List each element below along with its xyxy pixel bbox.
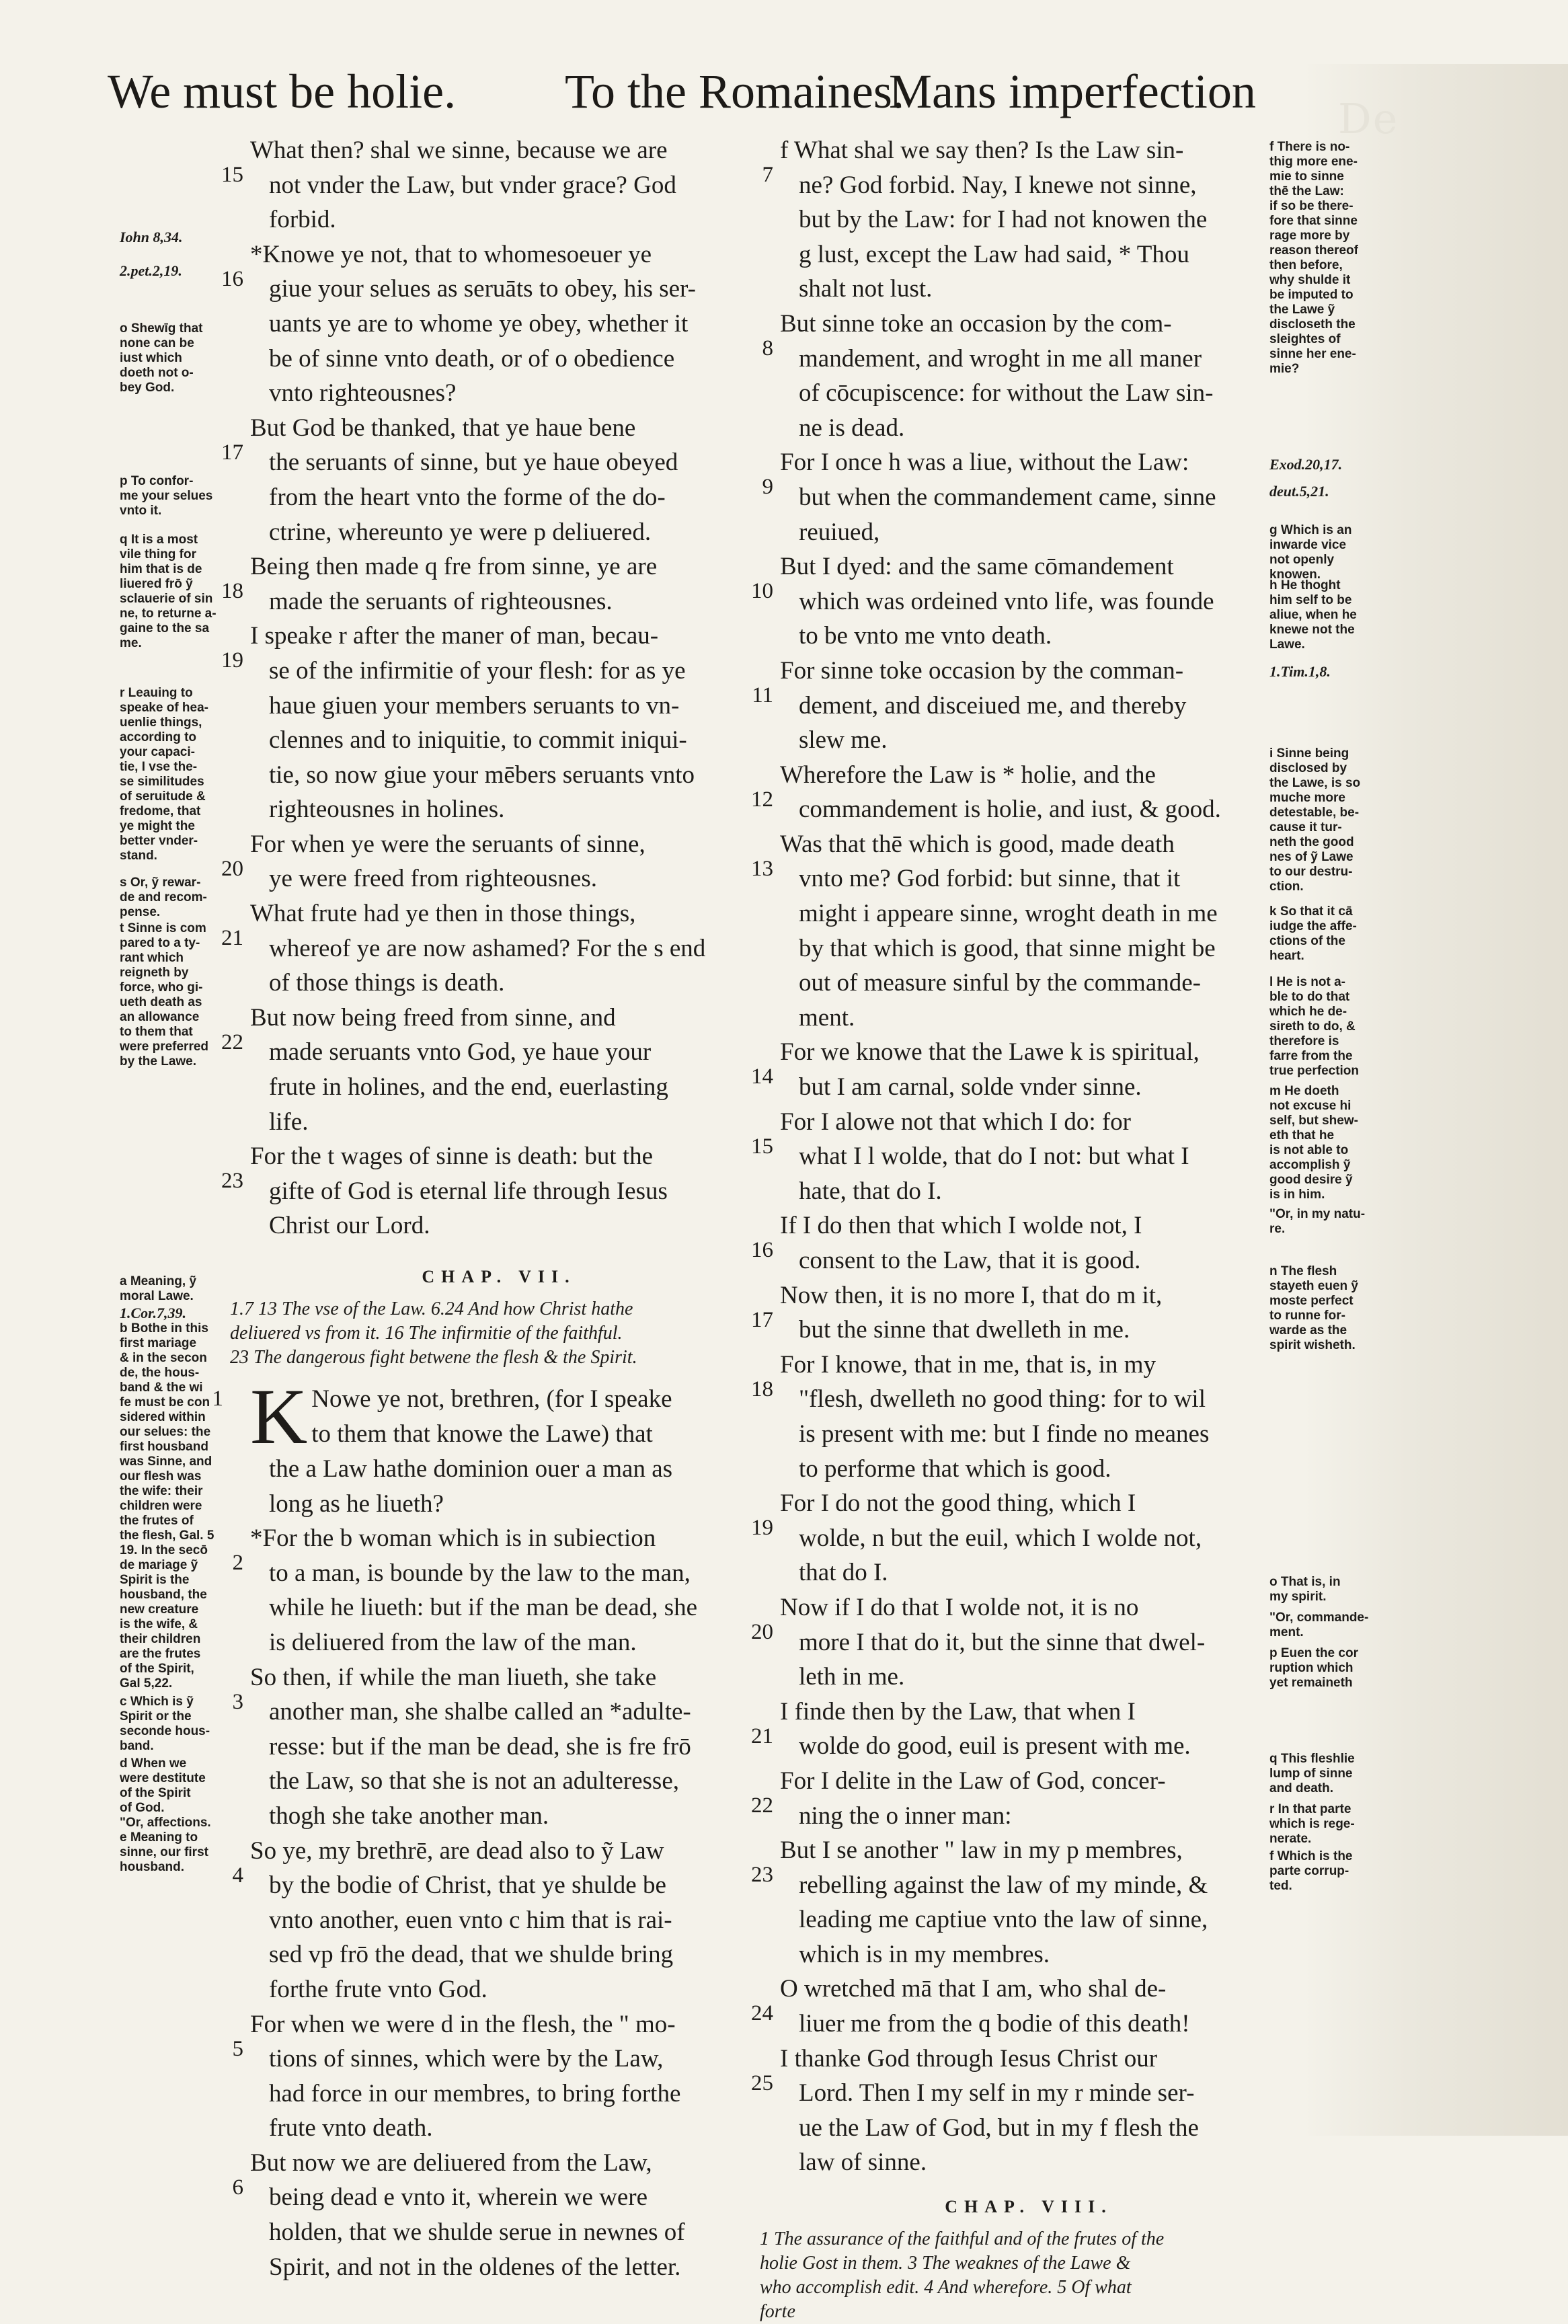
verse-line bbox=[780, 202, 1278, 237]
verse-number: 19 bbox=[221, 648, 243, 673]
verse-text: sed vp frō the dead, that we shulde bring bbox=[269, 1941, 674, 1969]
verse-line bbox=[780, 792, 1278, 827]
verse-text: tie, so now giue your mēbers seruants vnto bbox=[269, 761, 695, 789]
verse-line bbox=[250, 1764, 748, 1799]
summary-line: forte bbox=[760, 2301, 795, 2323]
verse-text: ue the Law of God, but in my f flesh the bbox=[799, 2114, 1199, 2142]
verse-line bbox=[250, 1452, 748, 1487]
verse-text: life. bbox=[269, 1108, 309, 1136]
verse-text: For I alowe not that which I do: for bbox=[780, 1108, 1131, 1136]
verse-line bbox=[250, 792, 748, 827]
verse-text: which was ordeined vnto life, was founde bbox=[799, 587, 1214, 615]
verse-text: by that which is good, that sinne might be bbox=[799, 934, 1216, 962]
verse-number: 16 bbox=[751, 1238, 773, 1263]
verse-text: Now then, it is no more I, that do m it, bbox=[780, 1281, 1163, 1309]
verse-text: What frute had ye then in those things, bbox=[250, 900, 636, 928]
verse-text: leth in me. bbox=[799, 1663, 905, 1691]
verse-text: made the seruants of righteousnes. bbox=[269, 587, 613, 615]
verse-text: I finde then by the Law, that when I bbox=[780, 1697, 1136, 1726]
verse-text: But now being freed from sinne, and bbox=[250, 1003, 616, 1032]
verse-line bbox=[250, 584, 748, 619]
margin-note: Iohn 8,34. bbox=[120, 229, 183, 245]
left-text-column bbox=[212, 133, 748, 2284]
summary-line: deliuered vs from it. 16 The infirmitie of the faithful. bbox=[230, 1323, 623, 1344]
verse-line bbox=[250, 1035, 748, 1070]
verse-line bbox=[250, 1937, 748, 1972]
margin-note: s Or, ỹ rewar- de and recom- pense. bbox=[120, 876, 207, 919]
verse-text: law of sinne. bbox=[799, 2148, 927, 2177]
verse-number: 21 bbox=[221, 926, 243, 951]
verse-number: 14 bbox=[751, 1064, 773, 1089]
verse-text: the seruants of sinne, but ye haue obeyed bbox=[269, 449, 678, 477]
verse-line bbox=[250, 966, 748, 1001]
verse-text: of those things is death. bbox=[269, 969, 505, 997]
verse-text: giue your selues as seruāts to obey, his ser- bbox=[269, 275, 696, 303]
verse-text: What then? shal we sinne, because we are bbox=[250, 137, 668, 164]
verse-text: ctrine, whereunto ye were p deliuered. bbox=[269, 518, 652, 546]
chapter-heading-7: CHAP. VII. bbox=[422, 1267, 576, 1286]
running-head-left: We must be holie. bbox=[108, 65, 457, 118]
verse-line bbox=[250, 2111, 748, 2146]
left-verses-ch6 bbox=[221, 133, 748, 1243]
verse-line bbox=[250, 758, 748, 793]
verse-line bbox=[250, 1868, 748, 1903]
verse-text: righteousnes in holines. bbox=[269, 796, 505, 824]
verse-line bbox=[250, 1174, 748, 1209]
verse-text: For I delite in the Law of God, concer- bbox=[780, 1767, 1166, 1795]
verse-number: 19 bbox=[751, 1516, 773, 1541]
margin-note: f There is no- thig more ene- mie to sinne thē the Law: if so be there- fore that sinne rage more by reason thereof then before, why shulde it be imputed to the Lawe ỹ discloseth the sleightes of sinne her ene- mie? bbox=[1269, 140, 1358, 376]
verse-line bbox=[250, 1105, 748, 1140]
verse-text: Christ our Lord. bbox=[269, 1212, 430, 1240]
margin-note: b Bothe in this first mariage & in the secon de, the hous- band & the wi fe must be con sidered within our selues: the first housband was Sinne, and our flesh was the wife: their children were the frutes of the flesh, Gal. 5 19. In the secō de mariage ỹ Spirit is the housband, the new creature is the wife, & their children are the frutes of the Spirit, Gal 5,22. bbox=[120, 1321, 214, 1691]
verse-text: leading me captiue vnto the law of sinne, bbox=[799, 1906, 1208, 1934]
verse-line bbox=[780, 1001, 1278, 1036]
verse-text: be of sinne vnto death, or of o obedience bbox=[269, 344, 675, 373]
chapter-8-summary bbox=[760, 2227, 1278, 2324]
verse-text: resse: but if the man be dead, she is fre frō bbox=[269, 1732, 691, 1760]
verse-line bbox=[780, 237, 1278, 272]
verse-line: Nowe ye not, brethren, (for I speake bbox=[311, 1385, 672, 1413]
chapter-7-opening bbox=[212, 1372, 748, 1461]
verse-text: what I l wolde, that do I not: but what I bbox=[799, 1142, 1189, 1171]
verse-line bbox=[780, 1868, 1278, 1903]
margin-note: t Sinne is com pared to a ty- rant which reigneth by force, who gi- ueth death as an allowance to them that were preferred by the Lawe. bbox=[120, 921, 209, 1069]
verse-line bbox=[780, 966, 1278, 1001]
verse-text: I speake r after the maner of man, becau- bbox=[250, 622, 659, 650]
margin-note: e Meaning to sinne, our first housband. bbox=[120, 1830, 208, 1874]
verse-number: 24 bbox=[751, 2001, 773, 2026]
verse-text: ne is dead. bbox=[799, 414, 905, 442]
margin-note: 1.Cor.7,39. bbox=[120, 1305, 187, 1321]
verse-text: which is in my membres. bbox=[799, 1940, 1050, 1968]
verse-line bbox=[780, 1902, 1278, 1937]
verse-text: from the heart vnto the forme of the do- bbox=[269, 483, 666, 511]
verse-line bbox=[250, 1556, 748, 1591]
verse-number: 23 bbox=[751, 1863, 773, 1888]
verse-number: 7 bbox=[762, 163, 773, 187]
verse-text: but I am carnal, solde vnder sinne. bbox=[799, 1073, 1142, 1101]
verse-line bbox=[780, 619, 1278, 654]
verse-line bbox=[780, 689, 1278, 724]
verse-number: 6 bbox=[232, 2175, 243, 2200]
verse-text: commandement is holie, and iust, & good. bbox=[799, 796, 1221, 824]
verse-line bbox=[250, 1730, 748, 1765]
verse-number: 3 bbox=[232, 1689, 243, 1714]
verse-text: liuer me from the q bodie of this death! bbox=[799, 2010, 1190, 2038]
verse-text: For I once h was a liue, without the Law: bbox=[780, 449, 1189, 477]
verse-text: ment. bbox=[799, 1003, 855, 1032]
verse-line bbox=[780, 723, 1278, 758]
verse-line bbox=[250, 1487, 748, 1522]
drop-cap: K bbox=[250, 1372, 308, 1461]
margin-note: g Which is an inwarde vice not openly knowen. bbox=[1269, 523, 1352, 582]
verse-line bbox=[250, 1590, 748, 1625]
verse-text: the Law, so that she is not an adulteresse, bbox=[269, 1767, 679, 1795]
verse-text: out of measure sinful by the commande- bbox=[799, 969, 1201, 997]
verse-number: 17 bbox=[221, 440, 243, 465]
verse-line bbox=[780, 1625, 1278, 1660]
verse-number: 23 bbox=[221, 1169, 243, 1194]
verse-number: 22 bbox=[751, 1793, 773, 1818]
verse-text: to be vnto me vnto death. bbox=[799, 622, 1052, 650]
verse-line bbox=[250, 480, 748, 515]
running-head-right: Mans imperfection bbox=[889, 65, 1256, 118]
verse-text: haue giuen your members seruants to vn- bbox=[269, 691, 680, 720]
verse-text: might i appeare sinne, wroght death in me bbox=[799, 900, 1218, 928]
verse-number: 20 bbox=[751, 1619, 773, 1644]
verse-text: while he liueth: but if the man be dead, she bbox=[269, 1594, 698, 1622]
verse-text: Lord. Then I my self in my r minde ser- bbox=[799, 2079, 1195, 2107]
verse-text: rebelling against the law of my minde, & bbox=[799, 1871, 1208, 1899]
verse-text: slew me. bbox=[799, 726, 888, 754]
verse-line bbox=[780, 1799, 1278, 1834]
chapter-heading-8: CHAP. VIII. bbox=[945, 2197, 1113, 2217]
margin-note: deut.5,21. bbox=[1269, 483, 1329, 500]
margin-note: p To confor- me your selues vnto it. bbox=[120, 474, 213, 518]
margin-note: q It is a most vile thing for him that is de liuered frō ỹ sclauerie of sin ne, to returne a- gaine to the sa me. bbox=[120, 533, 217, 650]
verse-text: not vnder the Law, but vnder grace? God bbox=[269, 171, 676, 199]
verse-text: Wherefore the Law is * holie, and the bbox=[780, 761, 1156, 789]
verse-text: "flesh, dwelleth no good thing: for to wil bbox=[799, 1385, 1206, 1413]
margin-note: r In that parte which is rege- nerate. bbox=[1269, 1802, 1355, 1846]
verse-text: holden, that we shulde serue in newnes of bbox=[269, 2218, 685, 2247]
verse-line bbox=[780, 168, 1278, 203]
verse-text: se of the infirmitie of your flesh: for as ye bbox=[269, 656, 686, 685]
verse-text: forbid. bbox=[269, 206, 336, 234]
verse-text: *For the b woman which is in subiection bbox=[250, 1524, 656, 1553]
verse-line bbox=[250, 307, 748, 342]
verse-text: vnto me? God forbid: but sinne, that it bbox=[799, 865, 1181, 893]
verse-line bbox=[780, 2111, 1278, 2146]
verse-line bbox=[780, 1452, 1278, 1487]
summary-line: 1.7 13 The vse of the Law. 6.24 And how Christ hathe bbox=[230, 1299, 633, 1319]
verse-line bbox=[250, 2077, 748, 2112]
verse-text: vnto righteousnes? bbox=[269, 379, 457, 408]
verse-text: ye were freed from righteousnes. bbox=[269, 865, 597, 893]
verse-number: 8 bbox=[762, 336, 773, 360]
verse-line bbox=[250, 1070, 748, 1105]
verse-line bbox=[780, 1243, 1278, 1278]
verse-text: Spirit, and not in the oldenes of the letter. bbox=[269, 2253, 681, 2281]
verse-text: by the bodie of Christ, that ye shulde be bbox=[269, 1871, 666, 1900]
verse-text: For I do not the good thing, which I bbox=[780, 1489, 1136, 1518]
verse-text: For we knowe that the Lawe k is spiritual, bbox=[780, 1038, 1200, 1067]
margin-note: f Which is the parte corrup- ted. bbox=[1269, 1849, 1353, 1893]
verse-text: had force in our membres, to bring forthe bbox=[269, 2079, 681, 2107]
verse-text: O wretched mā that I am, who shal de- bbox=[780, 1975, 1167, 2003]
verse-line bbox=[250, 2042, 748, 2077]
verse-line bbox=[780, 861, 1278, 896]
verse-text: hate, that do I. bbox=[799, 1177, 942, 1205]
verse-text: For I knowe, that in me, that is, in my bbox=[780, 1350, 1157, 1379]
verse-line bbox=[780, 1139, 1278, 1174]
right-verses-ch7 bbox=[751, 133, 1278, 2180]
verse-text: being dead e vnto it, wherein we were bbox=[269, 2183, 648, 2212]
verse-line bbox=[780, 1174, 1278, 1209]
verse-line bbox=[780, 1070, 1278, 1105]
verse-line bbox=[250, 1799, 748, 1834]
verse-text: For sinne toke occasion by the comman- bbox=[780, 656, 1184, 685]
verse-number: 20 bbox=[221, 856, 243, 881]
verse-line bbox=[780, 480, 1278, 515]
verse-text: but when the commandement came, sinne bbox=[799, 483, 1216, 511]
verse-line bbox=[780, 1521, 1278, 1556]
verse-line bbox=[250, 654, 748, 689]
summary-line: who accomplish edit. 4 And wherefore. 5 Of what bbox=[760, 2277, 1132, 2298]
verse-line bbox=[250, 272, 748, 307]
verse-text: frute vnto death. bbox=[269, 2114, 433, 2142]
verse-text: whereof ye are now ashamed? For the s end bbox=[269, 934, 706, 962]
margin-note: q This fleshlie lump of sinne and death. bbox=[1269, 1752, 1355, 1795]
verse-text: but the sinne that dwelleth in me. bbox=[799, 1316, 1130, 1344]
verse-text: forthe frute vnto God. bbox=[269, 1975, 487, 2003]
verse-text: *Knowe ye not, that to whomesoeuer ye bbox=[250, 240, 652, 268]
verse-text: I thanke God through Iesus Christ our bbox=[780, 2044, 1158, 2073]
verse-text: ning the o inner man: bbox=[799, 1802, 1012, 1830]
verse-text: wolde do good, euil is present with me. bbox=[799, 1732, 1191, 1760]
margin-note: 1.Tim.1,8. bbox=[1269, 663, 1331, 680]
margin-note: 2.pet.2,19. bbox=[120, 262, 182, 279]
verse-text: frute in holines, and the end, euerlasting bbox=[269, 1073, 668, 1101]
verse-line bbox=[250, 515, 748, 550]
verse-line bbox=[250, 445, 748, 480]
verse-line bbox=[780, 376, 1278, 411]
verse-line bbox=[780, 2076, 1278, 2111]
verse-text: dement, and disceiued me, and thereby bbox=[799, 691, 1187, 720]
verse-text: to performe that which is good. bbox=[799, 1455, 1111, 1483]
margin-note: m He doeth not excuse hi self, but shew- eth that he is not able to accomplish ỹ good desire ỹ is in him. bbox=[1269, 1084, 1358, 1202]
verse-text: the a Law hathe dominion ouer a man as bbox=[269, 1455, 673, 1483]
right-text-column bbox=[751, 133, 1278, 2324]
verse-line bbox=[250, 2250, 748, 2285]
verse-line bbox=[780, 896, 1278, 931]
verse-number: 11 bbox=[752, 683, 773, 707]
verse-number: 17 bbox=[751, 1307, 773, 1332]
summary-line: 1 The assurance of the faithful and of the frutes of the bbox=[760, 2229, 1165, 2250]
verse-text: clennes and to iniquitie, to commit iniqui- bbox=[269, 726, 687, 754]
margin-note: o Shewīg that none can be iust which doeth not o- bey God. bbox=[120, 321, 203, 395]
verse-line bbox=[780, 2007, 1278, 2042]
verse-number: 9 bbox=[762, 475, 773, 500]
verse-number: 13 bbox=[751, 856, 773, 881]
verse-line bbox=[250, 861, 748, 896]
verse-text: For when we were d in the flesh, the " mo- bbox=[250, 2010, 676, 2038]
verse-number: 10 bbox=[751, 579, 773, 604]
verse-line bbox=[780, 1729, 1278, 1764]
show-through-text: De bbox=[1338, 94, 1399, 143]
verse-text: But I se another " law in my p membres, bbox=[780, 1836, 1183, 1865]
verse-line bbox=[780, 272, 1278, 307]
verse-line bbox=[250, 202, 748, 237]
verse-number: 22 bbox=[221, 1030, 243, 1054]
verse-line bbox=[250, 1903, 748, 1938]
verse-line bbox=[250, 342, 748, 377]
verse-number: 18 bbox=[221, 579, 243, 604]
verse-line bbox=[250, 1972, 748, 2007]
verse-number: 2 bbox=[232, 1551, 243, 1576]
chapter-7-summary bbox=[230, 1297, 748, 1370]
verse-line bbox=[780, 1382, 1278, 1417]
verse-text: is present with me: but I finde no meanes bbox=[799, 1420, 1210, 1448]
verse-text: made seruants vnto God, ye haue your bbox=[269, 1038, 652, 1067]
summary-line: holie Gost in them. 3 The weaknes of the Lawe & bbox=[760, 2253, 1131, 2274]
margin-note: o That is, in my spirit. bbox=[1269, 1575, 1341, 1604]
verse-text: f What shal we say then? Is the Law sin- bbox=[780, 137, 1184, 164]
verse-text: vnto another, euen vnto c him that is rai- bbox=[269, 1906, 672, 1934]
verse-number: 4 bbox=[232, 1863, 243, 1888]
verse-text: mandement, and wroght in me all maner bbox=[799, 344, 1202, 373]
verse-line bbox=[780, 584, 1278, 619]
verse-text: Being then made q fre from sinne, ye are bbox=[250, 553, 658, 581]
verse-text: wolde, n but the euil, which I wolde not, bbox=[799, 1524, 1202, 1552]
verse-line bbox=[250, 376, 748, 411]
verse-line bbox=[250, 931, 748, 966]
verse-text: that do I. bbox=[799, 1559, 888, 1587]
verse-text: If I do then that which I wolde not, I bbox=[780, 1212, 1142, 1240]
margin-note: r Leauing to speake of hea- uenlie things, according to your capaci- tie, I vse the- se similitudes of seruitude & fredome, that ye might the better vnder- stand. bbox=[120, 686, 208, 863]
verse-text: tions of sinnes, which were by the Law, bbox=[269, 2045, 664, 2073]
summary-line: 23 The dangerous fight betwene the flesh & the Spirit. bbox=[230, 1347, 637, 1368]
verse-line bbox=[250, 168, 748, 203]
verse-number: 18 bbox=[751, 1377, 773, 1401]
margin-note: l He is not a- ble to do that which he de- sireth to do, & therefore is farre from the true perfection bbox=[1269, 975, 1360, 1078]
verse-text: of cōcupiscence: for without the Law sin- bbox=[799, 379, 1214, 408]
verse-line bbox=[250, 1695, 748, 1730]
verse-text: For the t wages of sinne is death: but the bbox=[250, 1142, 654, 1171]
verse-text: So then, if while the man liueth, she take bbox=[250, 1663, 657, 1691]
verse-line bbox=[250, 689, 748, 724]
margin-note: i Sinne being disclosed by the Lawe, is so muche more detestable, be- cause it tur- neth the good nes of ỹ Lawe to our destru- ction. bbox=[1269, 746, 1361, 894]
verse-text: uants ye are to whome ye obey, whether it bbox=[269, 309, 689, 338]
verse-line bbox=[780, 2145, 1278, 2180]
margin-note: p Euen the cor ruption which yet remaineth bbox=[1269, 1646, 1358, 1690]
verse-line bbox=[780, 411, 1278, 446]
verse-line bbox=[780, 342, 1278, 377]
verse-text: consent to the Law, that it is good. bbox=[799, 1247, 1141, 1274]
verse-line bbox=[780, 1660, 1278, 1695]
verse-line: to them that knowe the Lawe) that bbox=[311, 1420, 653, 1448]
verse-text: thogh she take another man. bbox=[269, 1802, 549, 1830]
margin-note: a Meaning, ỹ moral Lawe. bbox=[120, 1274, 197, 1303]
verse-line bbox=[250, 2215, 748, 2250]
verse-number: 15 bbox=[221, 163, 243, 187]
verse-line bbox=[250, 723, 748, 758]
verse-line bbox=[780, 1937, 1278, 1972]
verse-number: 16 bbox=[221, 266, 243, 291]
verse-text: shalt not lust. bbox=[799, 275, 933, 303]
verse-text: to a man, is bounde by the law to the man, bbox=[269, 1559, 691, 1587]
verse-text: but by the Law: for I had not knowen the bbox=[799, 206, 1208, 234]
verse-text: ne? God forbid. Nay, I knewe not sinne, bbox=[799, 171, 1197, 199]
verse-text: But now we are deliuered from the Law, bbox=[250, 2148, 652, 2177]
left-verses-ch7 bbox=[232, 1452, 748, 2284]
verse-text: reuiued, bbox=[799, 518, 880, 546]
verse-number: 21 bbox=[751, 1723, 773, 1748]
running-head-center: To the Romaines. bbox=[565, 65, 904, 118]
verse-line bbox=[780, 931, 1278, 966]
verse-number: 5 bbox=[232, 2036, 243, 2061]
verse-line bbox=[780, 1417, 1278, 1452]
margin-note: "Or, in my natu- re. bbox=[1269, 1207, 1366, 1236]
verse-text: But God be thanked, that ye haue bene bbox=[250, 414, 636, 442]
verse-line bbox=[780, 515, 1278, 550]
verse-text: Now if I do that I wolde not, it is no bbox=[780, 1593, 1139, 1621]
verse-text: more I that do it, but the sinne that dwel- bbox=[799, 1628, 1206, 1656]
verse-number: 25 bbox=[751, 2070, 773, 2095]
margin-note: d When we were destitute of the Spirit of God. bbox=[120, 1756, 206, 1815]
margin-note: "Or, commande- ment. bbox=[1269, 1611, 1369, 1639]
verse-text: gifte of God is eternal life through Iesus bbox=[269, 1177, 668, 1205]
margin-note: h He thoght him self to be aliue, when he knewe not the Lawe. bbox=[1269, 578, 1357, 652]
verse-text: For when ye were the seruants of sinne, bbox=[250, 830, 645, 858]
verse-line bbox=[780, 1555, 1278, 1590]
verse-line bbox=[250, 2180, 748, 2215]
verse-line bbox=[250, 1625, 748, 1660]
verse-line bbox=[780, 1313, 1278, 1348]
verse-text: But I dyed: and the same cōmandement bbox=[780, 553, 1174, 581]
verse-line bbox=[250, 1208, 748, 1243]
margin-note: Exod.20,17. bbox=[1269, 456, 1343, 473]
verse-number: 12 bbox=[751, 787, 773, 812]
verse-text: But sinne toke an occasion by the com- bbox=[780, 309, 1172, 338]
margin-note: n The flesh stayeth euen ỹ moste perfect to runne for- warde as the spirit wisheth. bbox=[1269, 1264, 1358, 1352]
margin-note: k So that it cā iudge the affe- ctions of the heart. bbox=[1269, 904, 1357, 963]
verse-text: is deliuered from the law of the man. bbox=[269, 1628, 637, 1656]
verse-text: g lust, except the Law had said, * Thou bbox=[799, 240, 1189, 268]
verse-text: long as he liueth? bbox=[269, 1489, 444, 1518]
verse-text: So ye, my brethrē, are dead also to ỹ Law bbox=[250, 1836, 664, 1865]
verse-number: 1 bbox=[212, 1387, 223, 1411]
verse-number: 15 bbox=[751, 1134, 773, 1159]
margin-note: "Or, affections. bbox=[120, 1816, 211, 1830]
margin-note: c Which is ỹ Spirit or the seconde hous- band. bbox=[120, 1695, 210, 1753]
verse-text: Was that thē which is good, made death bbox=[780, 830, 1175, 858]
verse-text: another man, she shalbe called an *adulte- bbox=[269, 1698, 691, 1726]
